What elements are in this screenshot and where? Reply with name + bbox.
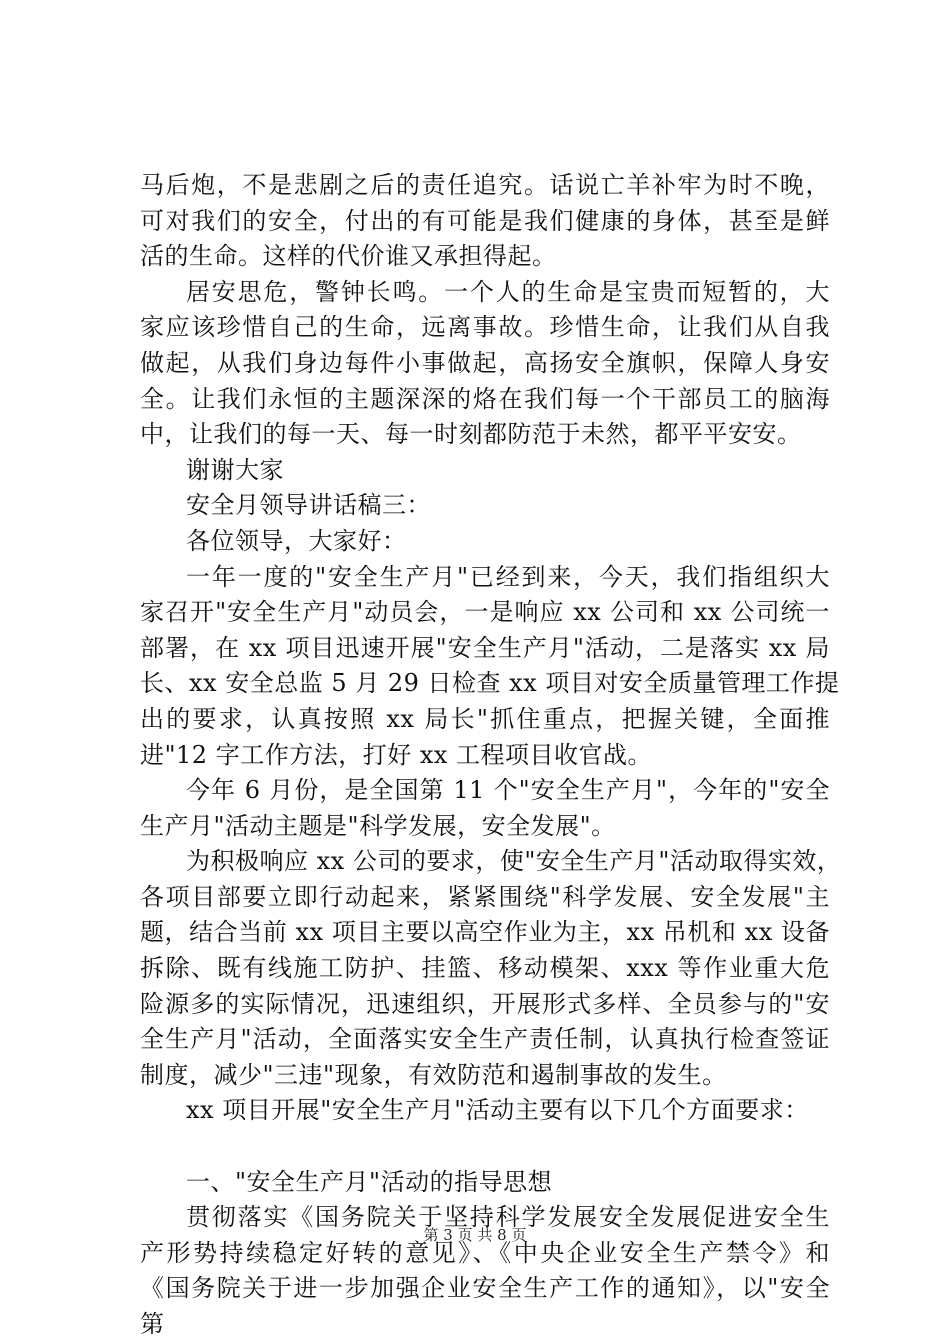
- text-line: 题，结合当前 xx 项目主要以高空作业为主，xx 吊机和 xx 设备: [140, 918, 830, 947]
- text-line: 各位领导，大家好：: [186, 526, 407, 555]
- text-line: 进"12 字工作方法，打好 xx 工程项目收官战。: [140, 740, 653, 769]
- text-line: 部署，在 xx 项目迅速开展"安全生产月"活动，二是落实 xx 局: [140, 633, 830, 662]
- text-line: 安全月领导讲话稿三：: [186, 491, 431, 520]
- text-line: 为积极响应 xx 公司的要求，使"安全生产月"活动取得实效，: [186, 847, 842, 876]
- text-line: xx 项目开展"安全生产月"活动主要有以下几个方面要求：: [186, 1096, 809, 1125]
- blank-line: [140, 1129, 830, 1165]
- text-line: 制度，减少"三违"现象，有效防范和遏制事故的发生。: [140, 1060, 727, 1089]
- text-line: 产形势持续稳定好转的意见》、《中央企业安全生产禁令》和: [140, 1238, 830, 1267]
- text-line: 第: [140, 1310, 165, 1338]
- text-line: 《国务院关于进一步加强企业安全生产工作的通知》，以"安全: [140, 1274, 830, 1303]
- text-line: 长、xx 安全总监 5 月 29 日检查 xx 项目对安全质量管理工作提: [140, 669, 840, 698]
- text-line: 一、"安全生产月"活动的指导思想: [186, 1167, 553, 1196]
- page-footer: 第 3 页 共 8 页: [423, 1226, 527, 1244]
- text-line: 马后炮，不是悲剧之后的责任追究。话说亡羊补牢为时不晚，: [140, 171, 830, 199]
- text-line: 生产月"活动主题是"科学发展，安全发展"。: [140, 811, 616, 840]
- text-line: 做起，从我们身边每件小事做起，高扬安全旗帜，保障人身安: [140, 348, 830, 377]
- text-line: 一年一度的"安全生产月"已经到来，今天，我们指组织大: [186, 562, 830, 591]
- text-line: 拆除、既有线施工防护、挂篮、移动模架、xxx 等作业重大危: [140, 954, 830, 983]
- text-line: 居安思危，警钟长鸣。一个人的生命是宝贵而短暂的，大: [186, 277, 830, 306]
- text-line: 家召开"安全生产月"动员会，一是响应 xx 公司和 xx 公司统一: [140, 598, 830, 627]
- text-line: 活的生命。这样的代价谁又承担得起。: [140, 242, 557, 271]
- text-line: 各项目部要立即行动起来，紧紧围绕"科学发展、安全发展"主: [140, 882, 830, 911]
- text-line: 家应该珍惜自己的生命，远离事故。珍惜生命，让我们从自我: [140, 313, 830, 342]
- text-line: 可对我们的安全，付出的有可能是我们健康的身体，甚至是鲜: [140, 206, 830, 235]
- document-body: [140, 168, 842, 1343]
- text-line: 全生产月"活动，全面落实安全生产责任制，认真执行检查签证: [140, 1025, 830, 1054]
- text-line: 全。让我们永恒的主题深深的烙在我们每一个干部员工的脑海: [140, 384, 830, 413]
- text-line: 今年 6 月份，是全国第 11 个"安全生产月"，今年的"安全: [186, 776, 830, 805]
- text-line: 中，让我们的每一天、每一时刻都防范于未然，都平平安安。: [140, 420, 802, 449]
- text-line: 贯彻落实《国务院关于坚持科学发展安全发展促进安全生: [186, 1203, 830, 1232]
- text-line: 险源多的实际情况，迅速组织，开展形式多样、全员参与的"安: [140, 989, 830, 1018]
- text-line: 出的要求，认真按照 xx 局长"抓住重点，把握关键，全面推: [140, 704, 830, 733]
- text-line: 谢谢大家: [186, 455, 284, 484]
